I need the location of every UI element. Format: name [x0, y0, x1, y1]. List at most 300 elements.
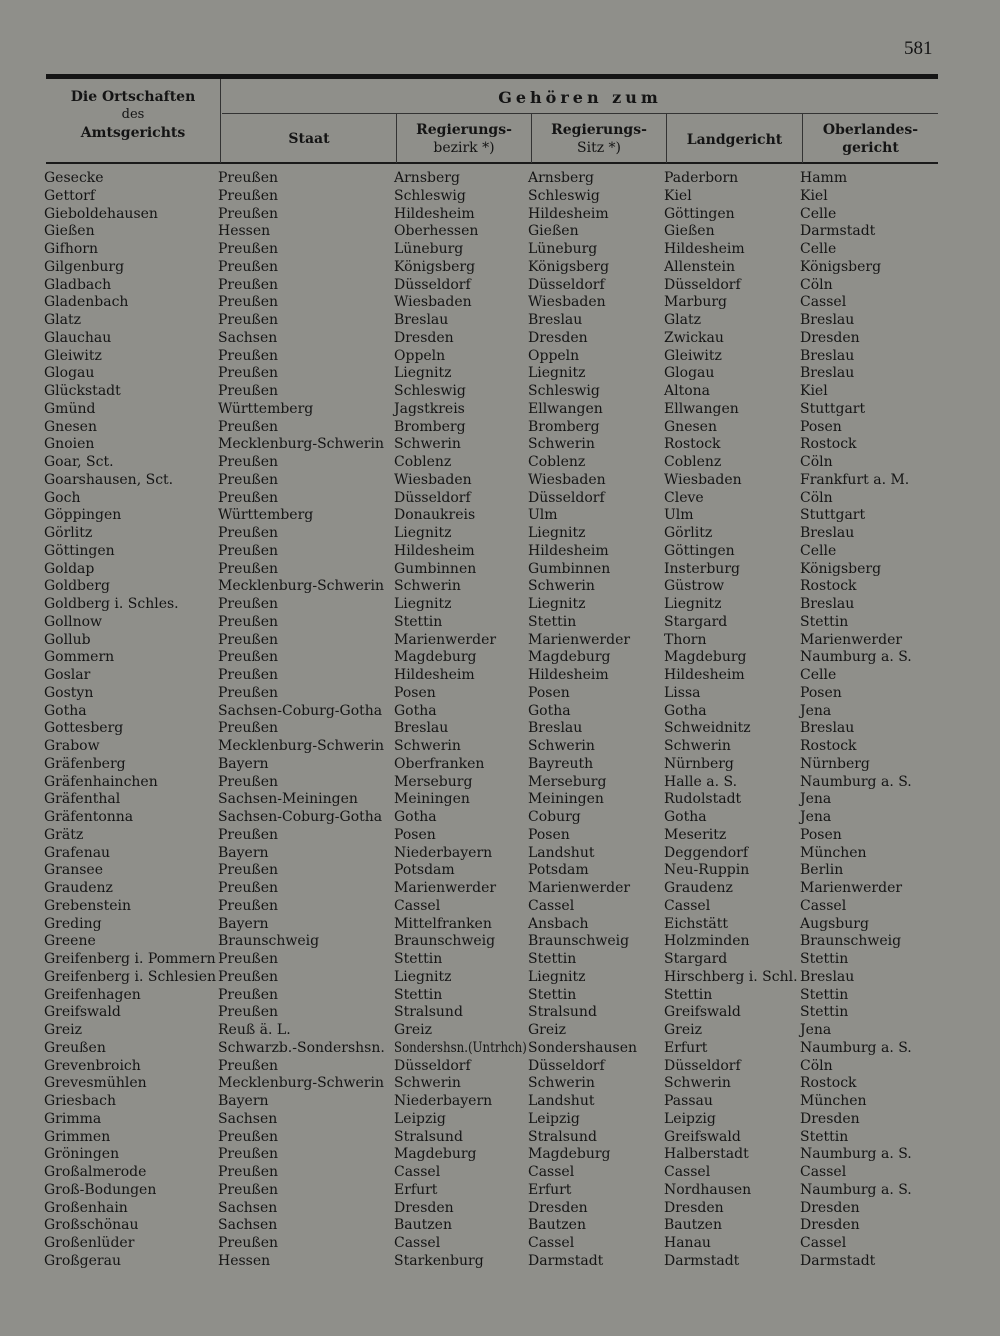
cell-state: Preußen [218, 365, 279, 382]
table-row [0, 1217, 1000, 1235]
cell-regional-court: Glatz [664, 312, 702, 328]
table-row [0, 1253, 1000, 1271]
table-row [0, 951, 1000, 969]
table-row [0, 1022, 1000, 1040]
cell-regional-court: Leipzig [664, 1110, 716, 1127]
cell-state: Preußen [218, 968, 279, 985]
cell-regional-court: Cleve [664, 489, 704, 506]
cell-higher-court: Posen [800, 826, 842, 843]
cell-district: Schleswig [394, 383, 466, 399]
table-row [0, 206, 1000, 224]
table-row [0, 312, 1000, 330]
cell-place: Groß-Bodungen [44, 1181, 157, 1198]
table-row [0, 1075, 1000, 1093]
cell-district: Arnsberg [394, 170, 460, 186]
cell-district: Braunschweig [394, 933, 496, 950]
cell-district: Hildesheim [394, 667, 475, 683]
cell-district: Mittelfranken [394, 915, 492, 932]
cell-district: Stettin [394, 986, 443, 1003]
table-row [0, 987, 1000, 1005]
table-row [0, 809, 1000, 827]
cell-higher-court: Marienwerder [800, 880, 903, 896]
table-row [0, 330, 1000, 348]
cell-seat: Coburg [528, 809, 581, 825]
cell-regional-court: Nordhausen [664, 1181, 752, 1198]
table-row [0, 933, 1000, 951]
cell-higher-court: Naumburg a. S. [800, 649, 912, 666]
cell-seat: Dresden [528, 1199, 588, 1216]
table-row [0, 525, 1000, 543]
cell-state: Bayern [218, 844, 269, 861]
cell-place: Gollnow [44, 613, 102, 630]
table-row [0, 383, 1000, 401]
cell-place: Gräfenhainchen [44, 773, 158, 790]
cell-state: Preußen [218, 1128, 279, 1145]
cell-regional-court: Erfurt [664, 1039, 708, 1056]
header-sub-rule [222, 113, 938, 114]
header-higher-court-line2: gericht [842, 140, 899, 156]
cell-regional-court: Bautzen [664, 1217, 722, 1234]
cell-place: Görlitz [44, 525, 93, 541]
cell-state: Sachsen [218, 1217, 278, 1234]
header-district-line2: bezirk *) [433, 140, 495, 156]
cell-place: Göppingen [44, 507, 122, 524]
cell-state: Preußen [218, 1235, 279, 1251]
cell-place: Gladbach [44, 276, 112, 293]
table-row [0, 1111, 1000, 1129]
cell-seat: Cassel [528, 897, 575, 914]
cell-place: Glückstadt [44, 383, 121, 399]
cell-seat: Stralsund [528, 1128, 597, 1145]
cell-place: Grätz [44, 826, 84, 843]
cell-state: Preußen [218, 1146, 279, 1163]
cell-place: Grimma [44, 1110, 102, 1127]
cell-higher-court: Breslau [800, 720, 855, 737]
cell-district: Magdeburg [394, 1146, 477, 1163]
cell-district: Düsseldorf [394, 489, 471, 506]
table-row [0, 401, 1000, 419]
top-rule [46, 74, 938, 79]
cell-regional-court: Cassel [664, 897, 711, 914]
cell-state: Preußen [218, 258, 279, 275]
table-row [0, 1182, 1000, 1200]
cell-higher-court: Darmstadt [800, 223, 876, 240]
cell-seat: Magdeburg [528, 649, 611, 666]
cell-state: Preußen [218, 187, 279, 204]
cell-higher-court: Naumburg a. S. [800, 773, 912, 790]
cell-regional-court: Düsseldorf [664, 1057, 741, 1074]
cell-regional-court: Rudolstadt [664, 791, 742, 808]
table-row [0, 419, 1000, 437]
cell-higher-court: Kiel [800, 383, 828, 399]
cell-place: Glauchau [44, 329, 112, 346]
cell-seat: Schwerin [528, 1075, 595, 1092]
cell-higher-court: Dresden [800, 1110, 860, 1127]
cell-place: Greifenhagen [44, 986, 141, 1003]
cell-district: Magdeburg [394, 649, 477, 666]
cell-higher-court: Cassel [800, 1235, 847, 1251]
cell-seat: Schleswig [528, 187, 600, 204]
cell-seat: Gumbinnen [528, 560, 611, 577]
cell-district: Liegnitz [394, 596, 452, 612]
cell-place: Greding [44, 915, 102, 932]
cell-district: Schwerin [394, 1075, 461, 1092]
cell-seat: Potsdam [528, 862, 589, 879]
cell-state: Preußen [218, 773, 279, 790]
cell-regional-court: Gießen [664, 223, 715, 240]
header-bottom-rule [46, 162, 938, 164]
cell-state: Preußen [218, 596, 279, 612]
cell-seat: Königsberg [528, 258, 610, 275]
cell-place: Grabow [44, 738, 100, 754]
cell-district: Oppeln [394, 347, 446, 364]
cell-regional-court: Altona [664, 383, 711, 399]
cell-place: Greifenberg i. Schlesien [44, 968, 217, 985]
cell-district: Düsseldorf [394, 1057, 471, 1074]
cell-seat: Landshut [528, 1093, 595, 1109]
cell-district: Hildesheim [394, 205, 475, 222]
header-seat-line2: Sitz *) [577, 140, 621, 156]
cell-district: Potsdam [394, 862, 455, 879]
cell-regional-court: Düsseldorf [664, 276, 741, 293]
table-row [0, 756, 1000, 774]
cell-higher-court: Stettin [800, 986, 849, 1003]
cell-regional-court: Neu-Ruppin [664, 862, 750, 879]
cell-seat: Arnsberg [528, 170, 594, 186]
cell-seat: Magdeburg [528, 1146, 611, 1163]
table-row [0, 472, 1000, 490]
cell-place: Großenhain [44, 1199, 128, 1216]
cell-district: Cassel [394, 897, 441, 914]
table-row [0, 632, 1000, 650]
cell-seat: Schwerin [528, 738, 595, 754]
cell-place: Grimmen [44, 1128, 111, 1145]
header-group-title: Gehören zum [498, 88, 662, 107]
table-row [0, 1004, 1000, 1022]
cell-higher-court: Breslau [800, 525, 855, 541]
cell-state: Mecklenburg-Schwerin [218, 738, 384, 754]
cell-place: Greene [44, 933, 96, 950]
cell-place: Gommern [44, 649, 115, 666]
table-row [0, 862, 1000, 880]
column-divider-1 [220, 79, 221, 163]
cell-place: Großenlüder [44, 1235, 135, 1251]
cell-place: Gettorf [44, 187, 96, 204]
cell-higher-court: München [800, 844, 867, 861]
cell-higher-court: Stettin [800, 1004, 849, 1021]
table-row [0, 1164, 1000, 1182]
cell-regional-court: Schwerin [664, 738, 731, 754]
cell-seat: Leipzig [528, 1110, 580, 1127]
cell-state: Preußen [218, 1057, 279, 1074]
cell-place: Goldberg [44, 578, 110, 595]
cell-seat: Merseburg [528, 773, 607, 790]
table-row [0, 561, 1000, 579]
table-row [0, 277, 1000, 295]
cell-regional-court: Greifswald [664, 1004, 741, 1021]
table-row [0, 578, 1000, 596]
cell-state: Sachsen [218, 1110, 278, 1127]
cell-regional-court: Ellwangen [664, 400, 739, 417]
table-row [0, 703, 1000, 721]
cell-seat: Ansbach [528, 915, 589, 932]
cell-seat: Stettin [528, 986, 577, 1003]
header-higher-court-line1: Oberlandes- [822, 122, 919, 138]
cell-district: Meiningen [394, 791, 470, 808]
cell-regional-court: Zwickau [664, 329, 724, 346]
cell-place: Großgerau [44, 1252, 121, 1269]
header-regional-court: Landgericht [686, 132, 783, 148]
cell-regional-court: Hanau [664, 1235, 711, 1251]
cell-place: Greußen [44, 1039, 106, 1056]
cell-seat: Wiesbaden [528, 294, 606, 311]
cell-place: Gmünd [44, 400, 96, 417]
cell-seat: Liegnitz [528, 968, 586, 985]
cell-place: Gnoien [44, 436, 95, 453]
cell-district: Breslau [394, 312, 449, 328]
cell-state: Preußen [218, 170, 279, 186]
cell-seat: Hildesheim [528, 205, 609, 222]
table-row [0, 490, 1000, 508]
cell-seat: Posen [528, 826, 570, 843]
cell-seat: Bayreuth [528, 755, 594, 772]
cell-higher-court: Dresden [800, 1199, 860, 1216]
cell-regional-court: Rostock [664, 436, 721, 453]
cell-place: Greifenberg i. Pommern [44, 951, 216, 967]
table-row [0, 259, 1000, 277]
cell-place: Goar, Sct. [44, 454, 114, 470]
cell-state: Preußen [218, 826, 279, 843]
cell-regional-court: Lissa [664, 684, 701, 701]
cell-district: Marienwerder [394, 631, 497, 648]
cell-district: Hildesheim [394, 542, 475, 559]
header-places-line3: Amtsgerichts [80, 125, 186, 141]
cell-regional-court: Magdeburg [664, 649, 747, 666]
cell-higher-court: Naumburg a. S. [800, 1039, 912, 1056]
header-higher-court [803, 121, 938, 157]
cell-regional-court: Hildesheim [664, 667, 745, 683]
cell-seat: Liegnitz [528, 365, 586, 382]
cell-seat: Liegnitz [528, 596, 586, 612]
cell-seat: Meiningen [528, 791, 604, 808]
cell-higher-court: Stuttgart [800, 400, 866, 417]
table-row [0, 1093, 1000, 1111]
cell-higher-court: Königsberg [800, 560, 882, 577]
cell-district: Dresden [394, 329, 454, 346]
table-row [0, 188, 1000, 206]
table-row [0, 649, 1000, 667]
cell-seat: Schwerin [528, 436, 595, 453]
cell-seat: Ellwangen [528, 400, 603, 417]
table-row [0, 596, 1000, 614]
cell-higher-court: Celle [800, 542, 837, 559]
cell-state: Preußen [218, 525, 279, 541]
header-places-line2: des [121, 107, 145, 122]
cell-place: Gollub [44, 631, 91, 648]
cell-higher-court: Jena [800, 1022, 832, 1038]
cell-place: Goldap [44, 560, 95, 577]
cell-regional-court: Güstrow [664, 578, 725, 595]
header-district [397, 121, 531, 157]
cell-state: Bayern [218, 915, 269, 932]
cell-state: Preußen [218, 862, 279, 879]
cell-higher-court: Stuttgart [800, 507, 866, 524]
cell-regional-court: Stargard [664, 951, 728, 967]
cell-higher-court: Breslau [800, 365, 855, 382]
cell-regional-court: Hirschberg i. Schl. [664, 968, 798, 985]
table-row [0, 614, 1000, 632]
cell-place: Gräfentonna [44, 809, 134, 825]
cell-higher-court: München [800, 1093, 867, 1109]
cell-district: Stralsund [394, 1004, 463, 1021]
cell-seat: Stralsund [528, 1004, 597, 1021]
cell-state: Preußen [218, 241, 279, 257]
header-state: Staat [288, 131, 330, 147]
cell-place: Gnesen [44, 418, 97, 435]
table-row [0, 969, 1000, 987]
cell-higher-court: Marienwerder [800, 631, 903, 648]
cell-place: Graudenz [44, 880, 113, 896]
cell-state: Preußen [218, 684, 279, 701]
cell-regional-court: Insterburg [664, 560, 740, 577]
cell-regional-court: Kiel [664, 187, 692, 204]
cell-district: Düsseldorf [394, 276, 471, 293]
cell-regional-court: Glogau [664, 365, 715, 382]
cell-higher-court: Jena [800, 809, 832, 825]
cell-regional-court: Göttingen [664, 542, 735, 559]
cell-regional-court: Holzminden [664, 933, 750, 950]
cell-place: Großschönau [44, 1217, 139, 1234]
cell-regional-court: Gotha [664, 809, 707, 825]
cell-place: Gottesberg [44, 720, 124, 737]
cell-district: Niederbayern [394, 1093, 493, 1109]
cell-state: Preußen [218, 347, 279, 364]
cell-higher-court: Nürnberg [800, 755, 870, 772]
cell-state: Mecklenburg-Schwerin [218, 436, 384, 453]
cell-regional-court: Wiesbaden [664, 471, 742, 488]
cell-seat: Breslau [528, 312, 583, 328]
cell-regional-court: Coblenz [664, 454, 722, 470]
cell-regional-court: Greifswald [664, 1128, 741, 1145]
cell-seat: Landshut [528, 844, 595, 861]
cell-higher-court: Posen [800, 684, 842, 701]
cell-place: Gladenbach [44, 294, 129, 311]
cell-higher-court: Jena [800, 702, 832, 719]
cell-seat: Coblenz [528, 454, 586, 470]
cell-higher-court: Celle [800, 241, 837, 257]
cell-district: Cassel [394, 1164, 441, 1180]
table-row [0, 543, 1000, 561]
cell-district: Königsberg [394, 258, 476, 275]
cell-district: Sondershsn.(Untrhch) [394, 1039, 527, 1056]
header-places [46, 88, 220, 142]
cell-district: Schleswig [394, 187, 466, 204]
cell-place: Grebenstein [44, 897, 132, 914]
cell-place: Gräfenthal [44, 791, 121, 808]
cell-district: Leipzig [394, 1110, 446, 1127]
cell-higher-court: Breslau [800, 312, 855, 328]
cell-place: Gröningen [44, 1146, 120, 1163]
table-row [0, 1235, 1000, 1253]
cell-district: Bromberg [394, 418, 466, 435]
cell-higher-court: Frankfurt a. M. [800, 471, 910, 488]
cell-place: Grevenbroich [44, 1057, 141, 1074]
cell-higher-court: Naumburg a. S. [800, 1146, 912, 1163]
cell-seat: Gießen [528, 223, 579, 240]
table-row [0, 845, 1000, 863]
cell-district: Lüneburg [394, 241, 464, 257]
cell-regional-court: Paderborn [664, 170, 739, 186]
cell-regional-court: Dresden [664, 1199, 724, 1216]
cell-district: Liegnitz [394, 365, 452, 382]
header-district-line1: Regierungs- [416, 122, 512, 138]
cell-state: Preußen [218, 986, 279, 1003]
cell-regional-court: Darmstadt [664, 1252, 740, 1269]
cell-state: Bayern [218, 755, 269, 772]
cell-district: Coblenz [394, 454, 452, 470]
cell-regional-court: Schweidnitz [664, 720, 751, 737]
cell-higher-court: Cöln [800, 1057, 833, 1074]
cell-district: Schwerin [394, 578, 461, 595]
cell-state: Preußen [218, 649, 279, 666]
cell-higher-court: Cöln [800, 276, 833, 293]
cell-higher-court: Cöln [800, 489, 833, 506]
cell-higher-court: Rostock [800, 436, 857, 453]
cell-state: Preußen [218, 471, 279, 488]
cell-regional-court: Liegnitz [664, 596, 722, 612]
cell-regional-court: Gnesen [664, 418, 717, 435]
cell-place: Göttingen [44, 542, 115, 559]
cell-seat: Wiesbaden [528, 471, 606, 488]
cell-seat: Lüneburg [528, 241, 598, 257]
cell-state: Preußen [218, 1164, 279, 1180]
cell-seat: Hildesheim [528, 542, 609, 559]
table-row [0, 720, 1000, 738]
cell-regional-court: Göttingen [664, 205, 735, 222]
table-row [0, 365, 1000, 383]
cell-higher-court: Augsburg [800, 915, 869, 932]
table-row [0, 774, 1000, 792]
cell-place: Grevesmühlen [44, 1075, 147, 1092]
cell-seat: Breslau [528, 720, 583, 737]
cell-seat: Bromberg [528, 418, 600, 435]
cell-state: Preußen [218, 1181, 279, 1198]
cell-seat: Düsseldorf [528, 276, 605, 293]
table-row [0, 898, 1000, 916]
cell-state: Württemberg [218, 507, 314, 524]
cell-district: Bautzen [394, 1217, 452, 1234]
cell-district: Oberhessen [394, 223, 479, 240]
cell-state: Preußen [218, 294, 279, 311]
cell-state: Preußen [218, 880, 279, 896]
cell-regional-court: Ulm [664, 507, 694, 524]
table-row [0, 454, 1000, 472]
cell-place: Gransee [44, 862, 103, 879]
cell-district: Wiesbaden [394, 294, 472, 311]
cell-regional-court: Stettin [664, 986, 713, 1003]
cell-higher-court: Königsberg [800, 258, 882, 275]
cell-district: Donaukreis [394, 507, 476, 524]
cell-regional-court: Görlitz [664, 525, 713, 541]
cell-district: Stralsund [394, 1128, 463, 1145]
cell-state: Preußen [218, 383, 279, 399]
cell-higher-court: Stettin [800, 1128, 849, 1145]
cell-district: Posen [394, 684, 436, 701]
cell-regional-court: Deggendorf [664, 844, 748, 861]
cell-regional-court: Passau [664, 1093, 713, 1109]
cell-regional-court: Cassel [664, 1164, 711, 1180]
cell-higher-court: Berlin [800, 862, 844, 879]
